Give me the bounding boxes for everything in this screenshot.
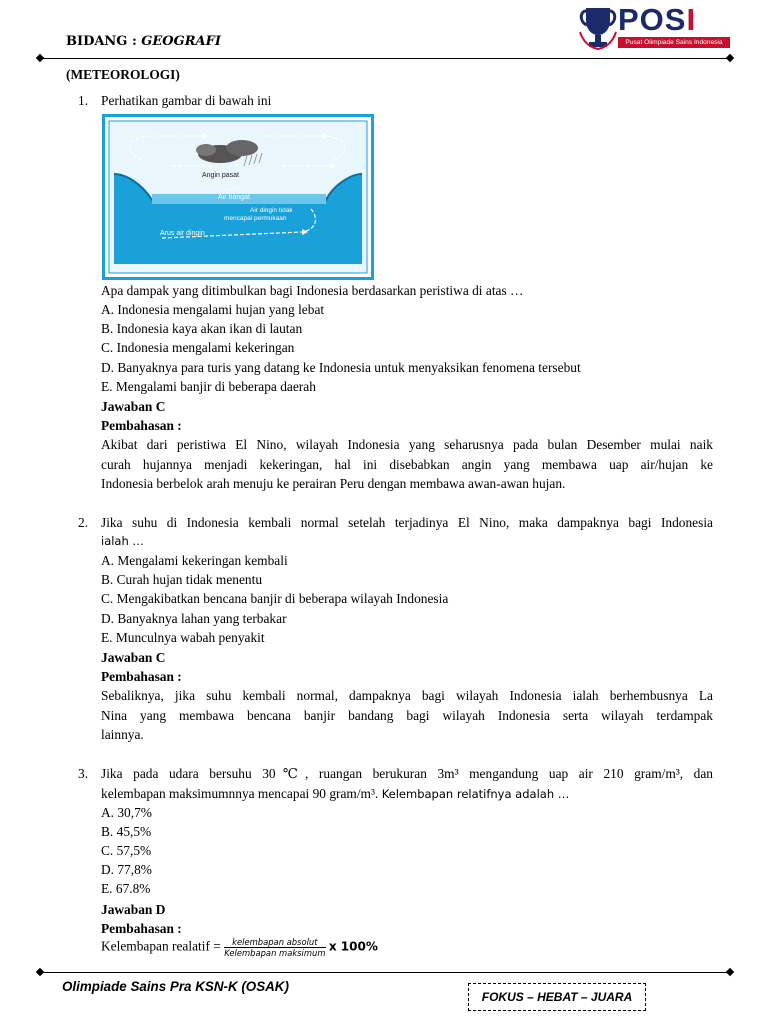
header-rule [40, 58, 730, 59]
q1-intro: Perhatikan gambar di bawah ini [101, 93, 272, 108]
q2-option-a: A. Mengalami kekeringan kembali [101, 553, 288, 568]
q3-answer: Jawaban D [101, 902, 166, 917]
q2-option-e: E. Munculnya wabah penyakit [101, 630, 265, 645]
trophy-icon [578, 2, 618, 52]
rule-end-right [726, 968, 734, 976]
rule-end-left [36, 54, 44, 62]
footer-rule [40, 972, 730, 973]
formula-tail: x 100% [328, 939, 378, 954]
section-title: (METEOROLOGI) [66, 67, 180, 82]
subject-header [66, 34, 221, 49]
q1-option-a: A. Indonesia mengalami hujan yang lebat [101, 302, 325, 317]
formula-label: Kelembapan realatif = [101, 938, 221, 954]
q2-question-line: Jika suhu di Indonesia kembali normal setelah terjadinya El Nino, maka dampaknya bagi Indonesia [101, 515, 713, 530]
subject-value: GEOGRAFI [141, 34, 221, 49]
q2-discussion-line: Sebaliknya, jika suhu kembali normal, dampaknya bagi wilayah Indonesia ialah berhembusnya La [101, 688, 713, 703]
q1-question: Apa dampak yang ditimbulkan bagi Indonesia berdasarkan peristiwa di atas … [101, 283, 524, 298]
q2-number: 2. [78, 515, 89, 530]
q1-option-b: B. Indonesia kaya akan ikan di lautan [101, 321, 303, 336]
q3-option-a: A. 30,7% [101, 805, 152, 820]
q1-discussion-line: Indonesia berbelok arah menuju ke perairan Peru dengan membawa awan-awan hujan. [101, 476, 566, 491]
q3-option-d: D. 77,8% [101, 862, 152, 877]
footer-motto: FOKUS – HEBAT – JUARA [468, 983, 646, 1011]
q1-discussion-label: Pembahasan : [101, 418, 182, 433]
formula-numerator: kelembapan absolut [224, 937, 325, 948]
label-current: Arus air dingin [160, 230, 205, 237]
q3-question-line [101, 786, 569, 802]
q2-discussion-line: lainnya. [101, 727, 144, 742]
label-cold2: mencapai permukaan [224, 215, 287, 222]
q1-option-d: D. Banyaknya para turis yang datang ke Indonesia untuk menyaksikan fenomena tersebut [101, 360, 581, 375]
footer-event-name: Olimpiade Sains Pra KSN-K (OSAK) [62, 979, 289, 994]
q2-option-c: C. Mengakibatkan bencana banjir di beberapa wilayah Indonesia [101, 591, 449, 606]
q1-discussion-line: Akibat dari peristiwa El Nino, wilayah Indonesia yang seharusnya pada bulan Desember mulai naik [101, 437, 713, 452]
q2-question-line: ialah … [101, 534, 144, 548]
q3-question-part: kelembapan maksimumnnya mencapai 90 gram/m³. [101, 786, 379, 801]
logo-wordmark: POSI [618, 2, 697, 37]
q3-question-part: Kelembapan relatifnya adalah … [381, 787, 570, 801]
q3-option-c: C. 57,5% [101, 843, 152, 858]
label-wind: Angin pasat [202, 172, 239, 179]
q1-answer: Jawaban C [101, 399, 166, 414]
q3-option-b: B. 45,5% [101, 824, 152, 839]
q3-discussion-label: Pembahasan : [101, 921, 182, 936]
logo-subtitle: Pusat Olimpiade Sains Indonesia [618, 37, 730, 48]
q3-formula [101, 937, 378, 958]
q2-option-b: B. Curah hujan tidak menentu [101, 572, 263, 587]
q1-discussion-line: curah hujannya menjadi kekeringan, hal ini disebabkan angin yang membawa uap air/hujan ke [101, 457, 713, 472]
rule-end-right [726, 54, 734, 62]
q1-number: 1. [78, 93, 89, 108]
formula-fraction [224, 937, 325, 958]
q3-question-line: Jika pada udara bersuhu 30℃, ruangan berukuran 3m³ mengandung uap air 210 gram/m³, dan [101, 766, 713, 781]
label-warm: Air hangat [218, 194, 250, 201]
q1-option-e: E. Mengalami banjir di beberapa daerah [101, 379, 316, 394]
subject-label: BIDANG : [66, 34, 137, 49]
formula-denominator: Kelembapan maksimum [224, 948, 326, 958]
q2-discussion-line: Nina yang membawa bencana banjir bandang bagi wilayah Indonesia serta wilayah terdampak [101, 708, 713, 723]
el-nino-figure [102, 114, 374, 280]
label-cold1: Air dingin tidak [250, 207, 293, 214]
q3-option-e: E. 67.8% [101, 881, 151, 896]
q2-discussion-label: Pembahasan : [101, 669, 182, 684]
q3-number: 3. [78, 766, 89, 781]
posi-logo [578, 2, 730, 54]
q1-option-c: C. Indonesia mengalami kekeringan [101, 340, 295, 355]
q2-option-d: D. Banyaknya lahan yang terbakar [101, 611, 287, 626]
q2-answer: Jawaban C [101, 650, 166, 665]
rule-end-left [36, 968, 44, 976]
